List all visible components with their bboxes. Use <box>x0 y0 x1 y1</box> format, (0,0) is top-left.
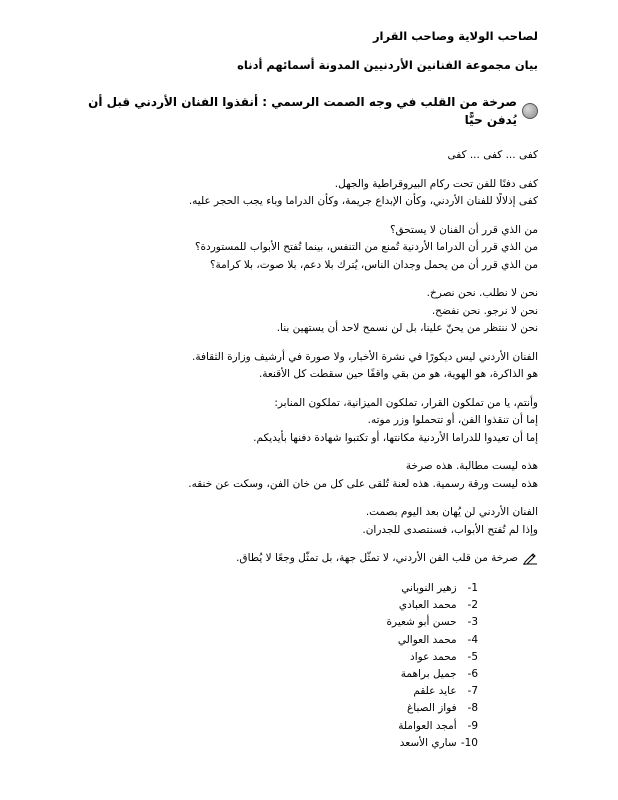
paragraph-line: الفنان الأردني ليس ديكورًا في نشرة الأخبار، ولا صورة في أرشيف وزارة الثقافة. <box>191 350 538 363</box>
paragraph-line: هو الذاكرة، هو الهوية، هو من بقي واقفًا حين سقطت كل الأقنعة. <box>258 368 538 380</box>
paragraph-line: كفى إذلالًا للفنان الأردني، وكأن الإبداع جريمة، وكأن الدراما وباء يجب الحجر عليه. <box>188 195 538 207</box>
signatory-number: 7- <box>467 685 478 698</box>
closing-line <box>68 550 538 567</box>
signatory-item <box>68 700 478 717</box>
paragraph-line: كفى ... كفى ... كفى <box>447 149 538 161</box>
paragraph <box>68 285 538 338</box>
signatory-number: 4- <box>467 633 478 646</box>
signatory-number: 5- <box>467 650 478 663</box>
headline <box>68 93 538 129</box>
paragraph-line: هذه ليست مطالبة. هذه صرخة <box>405 460 538 472</box>
signatory-name: أمجد العواملة <box>398 719 457 732</box>
paragraph-line: من الذي قرر أن من يحمل وجدان الناس، يُترك بلا دعم، بلا صوت، بلا كرامة؟ <box>209 258 538 271</box>
paragraph-line: هذه ليست ورقة رسمية. هذه لعنة تُلقى على كل من خان الفن، وسكت عن خنقه. <box>188 477 538 490</box>
signatory-number: 2- <box>467 599 478 612</box>
paragraph <box>68 458 538 493</box>
paragraph-line: نحن لا ننتظر من يحنّ علينا، بل لن نسمح لاحد أن يستهين بنا. <box>276 322 538 334</box>
signatory-item <box>68 614 478 631</box>
closing-text: صرخة من قلب الفن الأردني، لا تمثّل جهة، بل تمثّل وجعًا لا يُطاق. <box>236 552 518 564</box>
paragraph-line: من الذي قرر أن الدراما الأردنية تُمنع من التنفس، بينما تُفتح الأبواب للمستوردة؟ <box>194 241 538 253</box>
signatory-item <box>68 683 478 700</box>
paragraph-line: إما أن تنقذوا الفن، أو تتحملوا وزر موته. <box>367 414 538 426</box>
signatory-number: 10- <box>460 736 478 749</box>
pencil-icon <box>522 552 538 565</box>
paragraph-line: كفى دفنًا للفن تحت ركام البيروقراطية والجهل. <box>334 177 538 190</box>
signatories-list <box>68 580 538 752</box>
signatory-item <box>68 735 478 752</box>
signatory-number: 1- <box>467 582 478 594</box>
signatory-number: 8- <box>467 702 478 715</box>
signatory-name: محمد عواد <box>410 650 457 663</box>
signatory-number: 6- <box>467 668 478 681</box>
paragraph-line: وإذا لم تُفتح الأبواب، فسنتصدى للجدران. <box>362 523 538 536</box>
document-body <box>68 28 538 752</box>
signatory-item <box>68 632 478 649</box>
statement-title: بيان مجموعة الفنانين الأردنيين المدونة أسمائهم أدناه <box>237 58 538 72</box>
signatory-name: زهير النوباني <box>401 582 457 594</box>
paragraph <box>68 349 538 384</box>
signatory-name: فواز الصباغ <box>407 702 457 715</box>
signatory-name: محمد العبادي <box>398 599 457 612</box>
signatory-item <box>68 718 478 735</box>
paragraph <box>68 222 538 275</box>
paragraph-line: إما أن تعيدوا للدراما الأردنية مكانتها، أو تكتبوا شهادة دفنها بأيديكم. <box>253 431 538 444</box>
paragraph-line: الفنان الأردني لن يُهان بعد اليوم بصمت. <box>365 506 538 518</box>
signatory-name: جميل براهمة <box>400 668 457 681</box>
paragraph <box>68 504 538 539</box>
paragraph <box>68 176 538 211</box>
paragraph-line: وأنتم، يا من تملكون القرار، تملكون الميزانية، تملكون المنابر: <box>274 396 538 409</box>
signatory-name: محمد العوالي <box>397 633 457 646</box>
signatory-item <box>68 666 478 683</box>
signatory-name: عايد علقم <box>413 685 457 698</box>
signatory-name: حسن أبو شعيرة <box>386 616 457 629</box>
signatory-item <box>68 580 478 597</box>
circle-bullet-icon <box>522 103 538 119</box>
paragraph-line: من الذي قرر أن الفنان لا يستحق؟ <box>389 223 538 236</box>
signatory-number: 9- <box>467 719 478 732</box>
paragraph <box>68 395 538 448</box>
statement-paragraphs <box>68 147 538 539</box>
signatory-item <box>68 597 478 614</box>
signatory-number: 3- <box>467 616 478 629</box>
signatory-item <box>68 649 478 666</box>
paragraph <box>68 147 538 165</box>
addressee-line: لصاحب الولاية وصاحب القرار <box>372 29 538 43</box>
headline-text: صرخة من القلب في وجه الصمت الرسمي : أنقذوا الفنان الأردني قبل أن يُدفن حيًّا <box>88 95 517 127</box>
paragraph-line: نحن لا نرجو. نحن نفضح. <box>431 304 538 317</box>
paragraph-line: نحن لا نطلب. نحن نصرخ. <box>426 287 538 299</box>
signatory-name: ساري الأسعد <box>399 736 457 749</box>
